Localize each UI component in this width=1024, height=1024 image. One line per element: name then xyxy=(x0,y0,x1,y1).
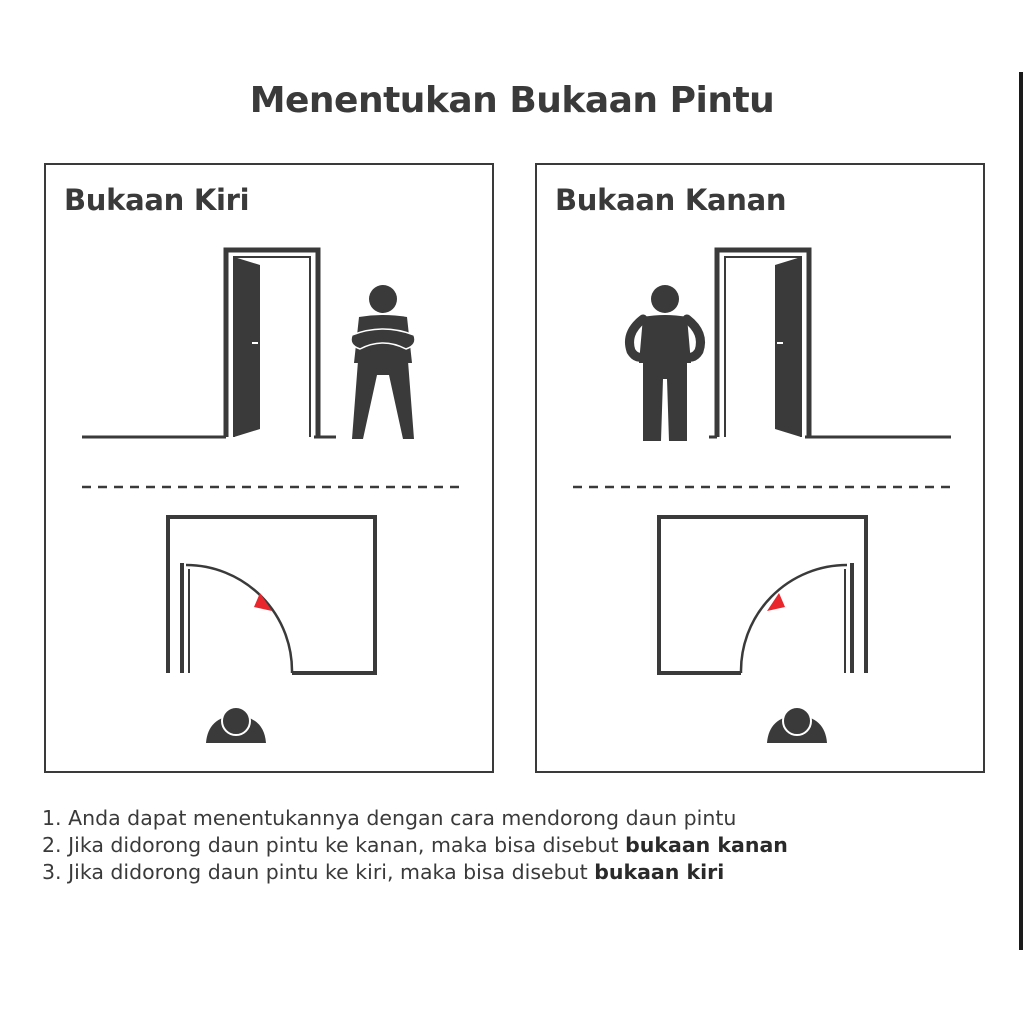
panel-heading-kiri: Bukaan Kiri xyxy=(64,183,250,217)
person-icon xyxy=(351,285,415,439)
panel-bukaan-kanan xyxy=(535,163,985,773)
note-item-1 xyxy=(42,805,788,832)
person-icon xyxy=(630,285,701,441)
red-arrow-head xyxy=(767,593,785,611)
diagram-bukaan-kanan xyxy=(537,165,987,775)
note-bold-2: bukaan kanan xyxy=(625,833,788,857)
note-bold-3: bukaan kiri xyxy=(594,860,725,884)
note-item-2 xyxy=(42,832,788,859)
note-text-1: 1. Anda dapat menentukannya dengan cara mendorong daun pintu xyxy=(42,806,737,830)
note-text-3: 3. Jika didorong daun pintu ke kiri, maka bisa disebut xyxy=(42,860,595,884)
panel-bukaan-kiri xyxy=(44,163,494,773)
diagram-bukaan-kiri xyxy=(46,165,496,775)
panel-heading-kanan: Bukaan Kanan xyxy=(555,183,787,217)
person-top-view-icon xyxy=(767,707,827,743)
page-edge-line xyxy=(1019,72,1023,950)
notes-list xyxy=(42,805,788,886)
note-text-2: 2. Jika didorong daun pintu ke kanan, maka bisa disebut xyxy=(42,833,626,857)
room-top-view xyxy=(168,517,375,673)
note-item-3 xyxy=(42,859,788,886)
page-title: Menentukan Bukaan Pintu xyxy=(249,80,775,121)
room-top-view xyxy=(659,517,866,673)
swing-arrow-icon xyxy=(741,565,847,673)
person-top-view-icon xyxy=(206,707,266,743)
red-arrow-head xyxy=(254,593,272,611)
door-icon xyxy=(717,250,809,437)
door-icon xyxy=(226,250,318,437)
swing-arrow-icon xyxy=(186,565,292,673)
